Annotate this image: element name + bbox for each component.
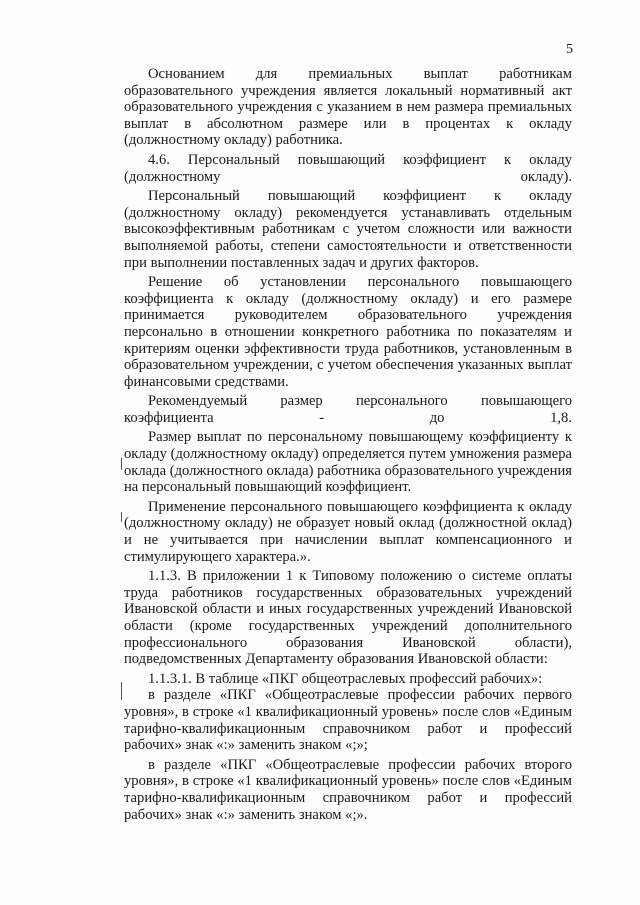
section-heading-4-6: 4.6. Персональный повышающий коэффициент к окладу (должностному окладу). — [124, 151, 572, 185]
paragraph-coefficient-application: Применение персонального повышающего коэффициента к окладу (должностному окладу) не образует новый оклад (должностной оклад) и не учитывается при начислении выплат компенсационного и стимулирующего характера.». — [124, 498, 572, 565]
paragraph-first-level: в разделе «ПКГ «Общеотраслевые профессии рабочих первого уровня», в строке «1 квалификационный уровень» после слов «Единым тарифно-квалификационным справочником работ и профессий рабочих» знак «:» заменить знаком «;»; — [124, 687, 572, 754]
paragraph-recommended-size: Рекомендуемый размер персонального повышающего коэффициента - до 1,8. — [124, 393, 572, 426]
page-number: 5 — [566, 42, 573, 57]
paragraph-table-1-1-3-1: 1.1.3.1. В таблице «ПКГ общеотраслевых профессий рабочих»: — [148, 670, 543, 687]
paragraph-coefficient-decision: Решение об установлении персонального повышающего коэффициента к окладу (должностному окладу) и его размере принимается руководителем образовательного учреждения персонально в отношении конкретного работника по показателям и критериям оценки эффективности труда работников, установленным в образовательном учреждении, с учетом обеспечения указанных выплат финансовыми средствами. — [124, 274, 572, 390]
paragraph-second-level: в разделе «ПКГ «Общеотраслевые профессии рабочих второго уровня», в строке «1 квалификационный уровень» после слов «Единым тарифно-квалификационным справочником работ и профессий рабочих» знак «:» заменить знаком «;». — [124, 756, 572, 823]
scan-mark — [121, 458, 122, 470]
paragraph-appendix-1-1-3: 1.1.3. В приложении 1 к Типовому положению о системе оплаты труда работников государственных образовательных учреждений Ивановской области и иных государственных учреждений Ивановской области (кроме государственных учреждений дополнительного профессионального образования Ивановской области), подведомственных Департаменту образования Ивановской области: — [124, 568, 572, 668]
paragraph-coefficient-recommendation: Персональный повышающий коэффициент к окладу (должностному окладу) рекомендуется устанавливать отдельным высокоэффективным работникам с учетом сложности или важности выполняемой работы, степени самостоятельности и ответственности при выполнении поставленных задач и других факторов. — [124, 188, 572, 271]
scan-mark — [121, 682, 122, 700]
paragraph-payment-size: Размер выплат по персональному повышающему коэффициенту к окладу (должностному окладу) определяется путем умножения размера оклада (должностного оклада) работника образовательного учреждения на персональный повышающий коэффициент. — [124, 429, 572, 496]
document-body — [124, 66, 572, 823]
scan-mark — [121, 512, 122, 522]
paragraph-bonus-basis: Основанием для премиальных выплат работникам образовательного учреждения является локальный нормативный акт образовательного учреждения с указанием в нем размера премиальных выплат в абсолютном размере или в процентах к окладу (должностному окладу) работника. — [124, 66, 572, 149]
